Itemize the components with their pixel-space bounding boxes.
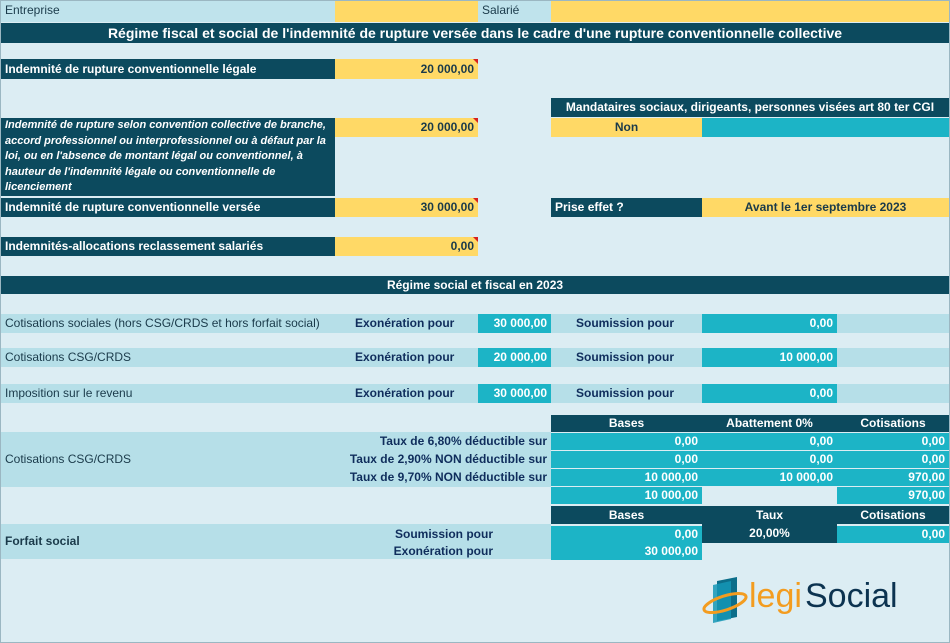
csg-line-base: 0,00 bbox=[551, 433, 702, 450]
forfait-soumission-base: 0,00 bbox=[551, 526, 702, 543]
forfait-header-taux: Taux bbox=[702, 506, 837, 524]
csg-line-label: Taux de 2,90% NON déductible sur bbox=[349, 452, 547, 466]
sou-label: Soumission pour bbox=[576, 386, 675, 400]
csg-line-base: 10 000,00 bbox=[551, 469, 702, 486]
csg-line-abattement: 0,00 bbox=[702, 451, 837, 468]
row-label: Imposition sur le revenu bbox=[5, 386, 133, 400]
csg-total-base: 10 000,00 bbox=[551, 487, 702, 504]
mandataires-fill bbox=[702, 118, 949, 137]
forfait-label: Forfait social bbox=[5, 534, 80, 548]
csg-line-base: 0,00 bbox=[551, 451, 702, 468]
forfait-taux: 20,00% bbox=[702, 524, 837, 543]
forfait-exoneration-base: 30 000,00 bbox=[551, 543, 702, 560]
csg-line-cotisation: 970,00 bbox=[837, 469, 949, 486]
exo-label: Exonération pour bbox=[355, 386, 455, 400]
salarie-input[interactable] bbox=[551, 1, 949, 22]
prise-effet-label: Prise effet ? bbox=[551, 198, 702, 217]
csg-header-bases: Bases bbox=[551, 415, 702, 432]
sou-label: Soumission pour bbox=[576, 316, 675, 330]
csg-line-label: Taux de 9,70% NON déductible sur bbox=[349, 470, 547, 484]
salarie-label: Salarié bbox=[478, 1, 551, 22]
csg-line-cotisation: 0,00 bbox=[837, 451, 949, 468]
versee-input[interactable]: 30 000,00 bbox=[335, 198, 478, 217]
reclassement-input[interactable]: 0,00 bbox=[335, 237, 478, 256]
sou-value: 10 000,00 bbox=[702, 348, 837, 367]
sou-label: Soumission pour bbox=[576, 350, 675, 364]
mandataires-select[interactable]: Non bbox=[551, 118, 702, 137]
legale-input[interactable]: 20 000,00 bbox=[335, 59, 478, 79]
csg-header-abattement: Abattement 0% bbox=[702, 415, 837, 432]
forfait-header-cotisations: Cotisations bbox=[837, 506, 949, 524]
csg-header-cotisations: Cotisations bbox=[837, 415, 949, 432]
csg-line-abattement: 10 000,00 bbox=[702, 469, 837, 486]
mandataires-label: Mandataires sociaux, dirigeants, personnes visées art 80 ter CGI bbox=[551, 98, 949, 117]
exo-value: 30 000,00 bbox=[478, 314, 551, 333]
sou-value: 0,00 bbox=[702, 384, 837, 403]
exo-value: 30 000,00 bbox=[478, 384, 551, 403]
csg-line-label: Taux de 6,80% déductible sur bbox=[379, 434, 547, 448]
sou-value: 0,00 bbox=[702, 314, 837, 333]
csg-table-label: Cotisations CSG/CRDS bbox=[5, 452, 132, 466]
exo-label: Exonération pour bbox=[355, 316, 455, 330]
versee-label: Indemnité de rupture conventionnelle versée bbox=[1, 198, 335, 217]
forfait-cotisation: 0,00 bbox=[837, 526, 949, 543]
convention-input[interactable]: 20 000,00 bbox=[335, 118, 478, 137]
csg-line-cotisation: 0,00 bbox=[837, 433, 949, 450]
prise-effet-select[interactable]: Avant le 1er septembre 2023 bbox=[702, 198, 949, 217]
row-label: Cotisations sociales (hors CSG/CRDS et hors forfait social) bbox=[5, 316, 320, 330]
exo-value: 20 000,00 bbox=[478, 348, 551, 367]
csg-total-cotisation: 970,00 bbox=[837, 487, 949, 504]
logo-text-legi: legi bbox=[749, 577, 802, 615]
page-title: Régime fiscal et social de l'indemnité de rupture versée dans le cadre d'une rupture conventionnelle collective bbox=[1, 23, 949, 43]
forfait-exoneration-label: Exonération pour bbox=[393, 544, 493, 558]
forfait-soumission-label: Soumission pour bbox=[394, 527, 493, 541]
row-label: Cotisations CSG/CRDS bbox=[5, 350, 132, 364]
entreprise-label: Entreprise bbox=[1, 1, 335, 22]
legisocial-logo-icon bbox=[701, 573, 751, 623]
forfait-header-bases: Bases bbox=[551, 506, 702, 524]
reclassement-label: Indemnités-allocations reclassement salariés bbox=[1, 237, 335, 256]
section-title: Régime social et fiscal en 2023 bbox=[1, 276, 949, 294]
logo-text-social: Social bbox=[805, 577, 898, 615]
exo-label: Exonération pour bbox=[355, 350, 455, 364]
entreprise-input[interactable] bbox=[335, 1, 478, 22]
convention-label: Indemnité de rupture selon convention collective de branche, accord professionnel ou interprofessionnel ou à défaut par la loi, ou en l'absence de montant légal ou conventionnel, à hauteur de l'indemnité légale ou conventionnelle de licenciement bbox=[1, 118, 335, 196]
legale-label: Indemnité de rupture conventionnelle légale bbox=[1, 59, 335, 79]
csg-line-abattement: 0,00 bbox=[702, 433, 837, 450]
legisocial-logo bbox=[701, 573, 941, 625]
